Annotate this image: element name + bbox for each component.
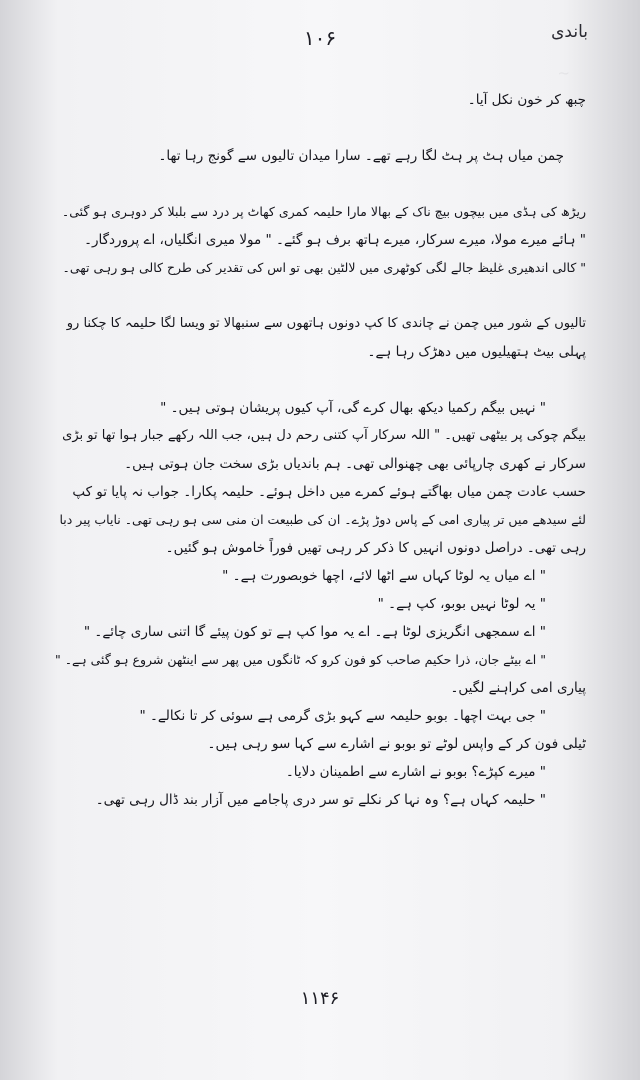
text-line: " یہ لوٹا نہیں بوبو، کپ ہے۔ " <box>377 596 546 612</box>
text-line: " کالی اندھیری غلیظ جالے لگی کوٹھری میں لالٹین بھی تو اس کی تقدیر کی طرح کالی ہو رہی تھی۔ <box>62 260 586 275</box>
text-line: " نہیں بیگم رکمیا دیکھ بھال کرے گی، آپ کیوں پریشان ہوتی ہیں۔ " <box>160 400 546 416</box>
body-text <box>52 86 586 814</box>
text-line: رہی تھی۔ دراصل دونوں انہیں کا ذکر کر رہی تھیں فوراً خاموش ہو گئیں۔ <box>165 540 586 556</box>
page-number: ۱۰۶ <box>303 26 337 50</box>
text-line: " اے میاں یہ لوٹا کہاں سے اٹھا لائے، اچھا خوبصورت ہے۔ " <box>222 568 546 584</box>
text-line: تالیوں کے شور میں چمن نے چاندی کا کپ دونوں ہاتھوں سے سنبھالا تو ویسا لگا حلیمہ کا چکنا رو <box>66 316 586 331</box>
text-line: پیاری امی کراہنے لگیں۔ <box>450 680 586 696</box>
footer-number: ۱۱۴۶ <box>300 988 340 1009</box>
text-line: چبھ کر خون نکل آیا۔ <box>467 92 586 108</box>
text-line: لئے سیدھے میں تر پیاری امی کے پاس دوڑ پڑے۔ ان کی طبیعت ان منی سی ہو رہی تھی۔ نایاب پیر دبا <box>59 512 586 527</box>
text-line: " اے بیٹے جان، ذرا حکیم صاحب کو فون کرو کہ ٹانگوں میں پھر سے اینٹھن شروع ہو گئی ہے۔ " <box>54 652 546 667</box>
text-line: سرکار نے کھری چارپائی بھی چھنوالی تھی۔ ہم باندیاں بڑی سخت جان ہوتی ہیں۔ <box>124 456 586 472</box>
text-line: ٹیلی فون کر کے واپس لوٹے تو بوبو نے اشارے سے کہا سو رہی ہیں۔ <box>207 736 586 752</box>
text-line: پہلی بیٹ ہتھیلیوں میں دھڑک رہا ہے۔ <box>367 344 586 360</box>
running-head-title: باندی <box>551 22 588 42</box>
text-line: ریڑھ کی ہڈی میں بیچوں بیچ ناک کے بھالا مارا حلیمہ کمری کھاٹ پر درد سے بلبلا کر دوہری ہو گئی۔ <box>61 204 586 219</box>
text-line: " حلیمہ کہاں ہے؟ وہ نہا کر نکلے تو سر دری پاجامے میں آزار بند ڈال رہی تھی۔ <box>95 792 546 808</box>
text-line: حسب عادت چمن میاں بھاگتے ہوئے کمرے میں داخل ہوئے۔ حلیمہ پکارا۔ جواب نہ پایا تو کپ <box>72 484 586 500</box>
text-line: " میرے کپڑے؟ بوبو نے اشارے سے اطمینان دلایا۔ <box>285 764 546 780</box>
text-line: " جی بہت اچھا۔ بوبو حلیمہ سے کہو بڑی گرمی ہے سوئی کر تا نکالے۔ " <box>139 708 546 724</box>
text-line: چمن میاں ہٹ پر ہٹ لگا رہے تھے۔ سارا میدان تالیوں سے گونج رہا تھا۔ <box>158 148 564 164</box>
text-line: بیگم چوکی پر بیٹھی تھیں۔ " اللہ سرکار آپ کتنی رحم دل ہیں، جب اللہ رکھے جبار ہوا تھا تو بڑی <box>62 428 586 443</box>
bleed-through-text: ~ <box>557 64 570 82</box>
text-line: " ہائے میرے مولا، میرے سرکار، میرے ہاتھ برف ہو گئے۔ " مولا میری انگلیاں، اے پروردگار۔ <box>84 232 586 248</box>
text-line: " اے سمجھی انگریزی لوٹا ہے۔ اے یہ موا کپ ہے تو کون پیئے گا اتنی ساری چائے۔ " <box>83 624 546 640</box>
